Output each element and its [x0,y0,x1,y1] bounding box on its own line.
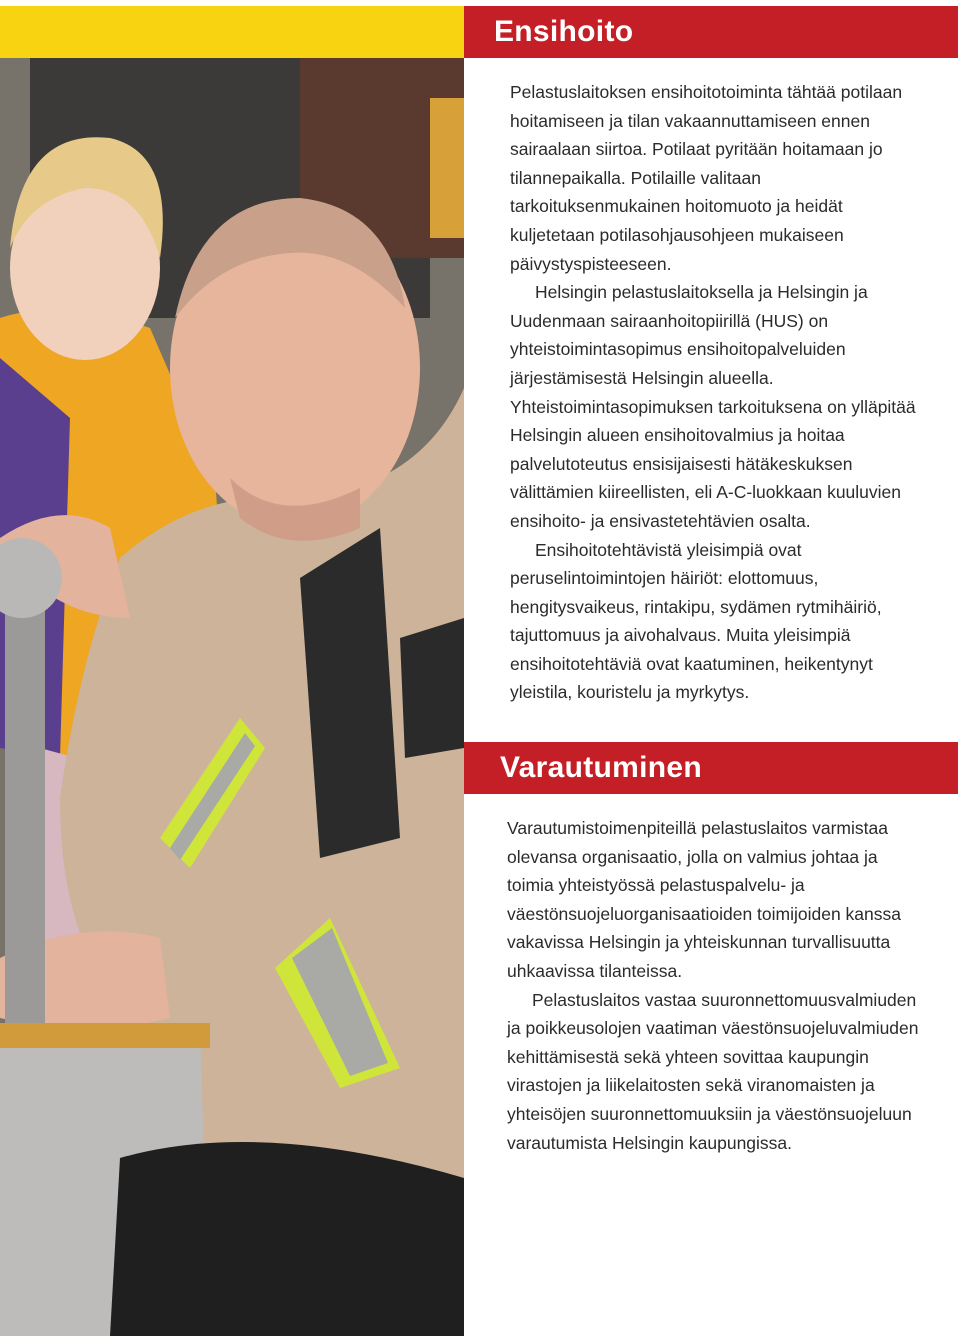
paragraph: Pelastuslaitos vastaa suuronnettomuusvalmiuden ja poikkeusolojen vaatiman väestönsuojeluvalmiuden kehittämisestä sekä yhteen sovittaa kaupungin virastojen ja liikelaitosten sekä viranomaisten ja yhteisöjen suuronnettomuuksiin ja väestönsuojeluun varautumista Helsingin kaupungissa. [507,989,919,1153]
yellow-header-strip [0,6,464,58]
section-title-ensihoito: Ensihoito [464,6,958,58]
paragraph: Varautumistoimenpiteillä pelastuslaitos varmistaa olevansa organisaatio, jolla on valmius johtaa ja toimia yhteistyössä pelastuspalvelu- ja väestönsuojeluorganisaatioiden toimijoiden kanssa vakavissa Helsingin ja yhteiskunnan turvallisuutta uhkaavissa tilanteissa. [507,818,902,981]
paragraph: Helsingin pelastuslaitoksella ja Helsingin ja Uudenmaan sairaanhoitopiirillä (HUS) on yhteistoimintasopimus ensihoitopalveluiden järjestämisestä Helsingin alueella. Yhteistoimintasopimuksen tarkoituksena on ylläpitää Helsingin alueen ensihoitovalmius ja hoitaa palvelutoteutus ensisijaisesti hätäkeskuksen välittämien kiireellisten, eli A-C-luokkaan kuuluvien ensihoito- ja ensivastetehtävien osalta. [510,282,916,531]
paragraph: Ensihoitotehtävistä yleisimpiä ovat peruselintoimintojen häiriöt: elottomuus, hengitysvaikeus, rintakipu, sydämen rytmihäiriö, tajuttomuus ja aivohalvaus. Muita yleisimpiä ensihoitotehtäviä ovat kaatuminen, heikentynyt yleistila, kouristelu ja myrkytys. [510,539,882,703]
varautuminen-body [507,814,927,1157]
firefighter-photo [0,58,464,1336]
ensihoito-body [510,78,930,707]
paragraph: Pelastuslaitoksen ensihoitotoiminta tähtää potilaan hoitamiseen ja tilan vakaannuttamiseen ennen sairaalaan siirtoa. Potilaat pyritään hoitamaan jo tilannepaikalla. Potilaille valitaan tarkoituksenmukainen hoitomuoto ja heidät kuljetetaan potilasohjausohjeen mukaiseen päivystyspisteeseen. [510,82,903,274]
section-title-varautuminen: Varautuminen [464,742,958,794]
